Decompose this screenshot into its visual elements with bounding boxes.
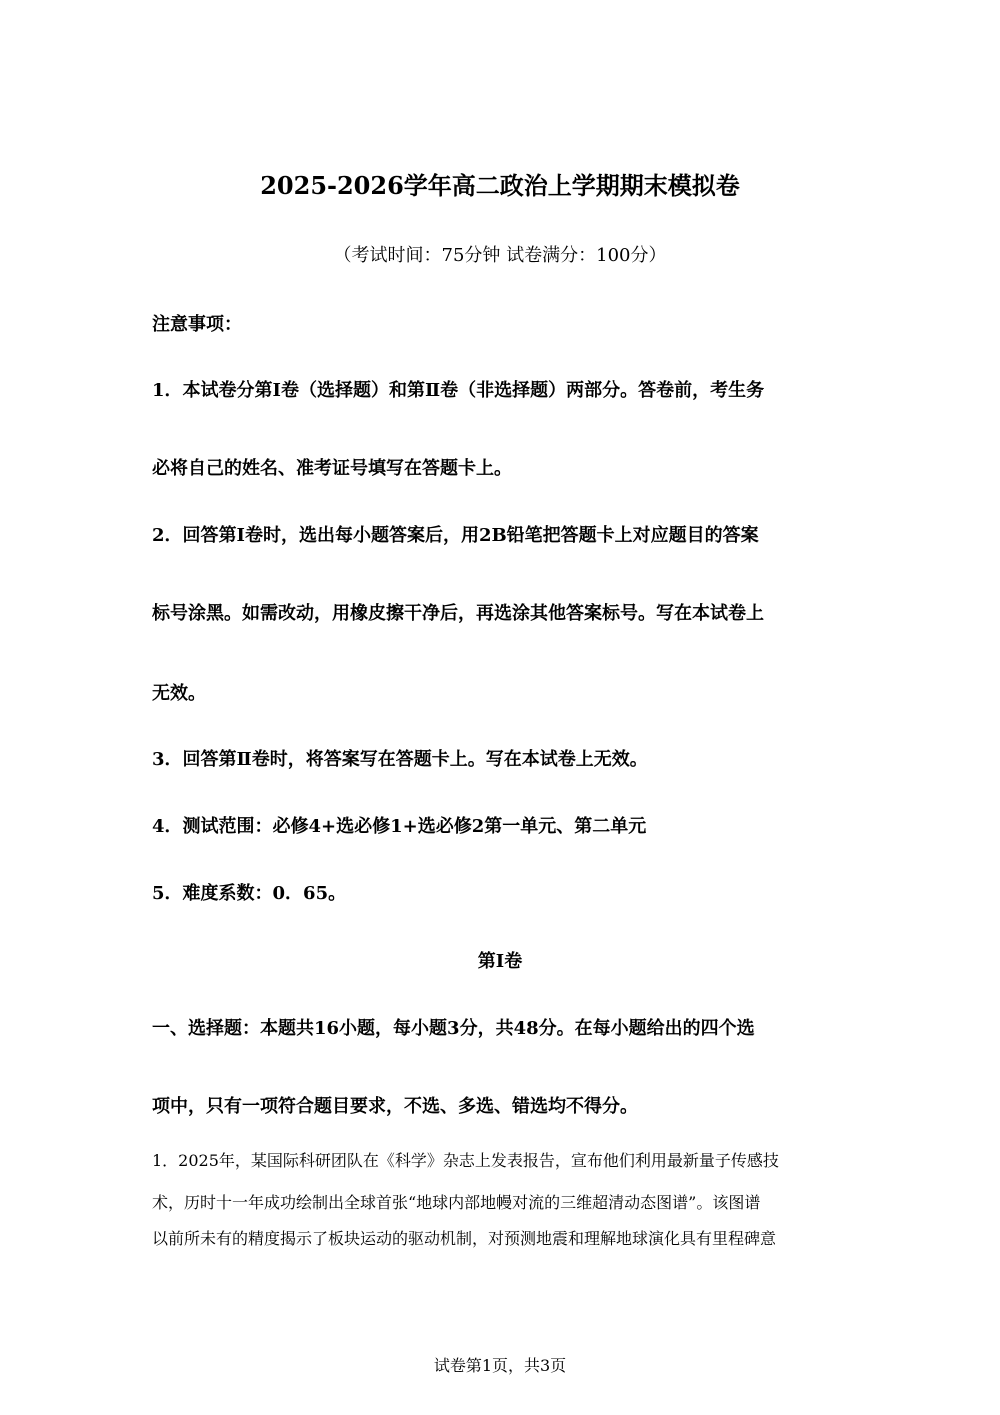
section-title: 第Ⅰ卷 bbox=[477, 951, 523, 972]
notice-line: 5．难度系数：0．65。 bbox=[152, 883, 347, 904]
question-line: 1．2025年，某国际科研团队在《科学》杂志上发表报告，宣布他们利用最新量子传感技 bbox=[152, 1151, 779, 1170]
notice-line: 无效。 bbox=[152, 683, 206, 704]
notice-line: 标号涂黑。如需改动，用橡皮擦干净后，再选涂其他答案标号。写在本试卷上 bbox=[152, 603, 764, 624]
page-footer: 试卷第1页，共3页 bbox=[433, 1356, 567, 1375]
notice-heading: 注意事项： bbox=[152, 314, 242, 335]
notice-line: 2．回答第Ⅰ卷时，选出每小题答案后，用2B铅笔把答题卡上对应题目的答案 bbox=[152, 525, 759, 546]
notice-line: 必将自己的姓名、准考证号填写在答题卡上。 bbox=[152, 458, 512, 479]
part-instruction-line: 一、选择题：本题共16小题，每小题3分，共48分。在每小题给出的四个选 bbox=[152, 1018, 755, 1039]
exam-subtitle: （考试时间：75分钟 试卷满分：100分） bbox=[333, 245, 667, 266]
notice-line: 1．本试卷分第Ⅰ卷（选择题）和第Ⅱ卷（非选择题）两部分。答卷前，考生务 bbox=[152, 380, 765, 401]
notice-line: 4．测试范围：必修4+选必修1+选必修2第一单元、第二单元 bbox=[152, 816, 647, 837]
exam-title: 2025-2026学年高二政治上学期期末模拟卷 bbox=[260, 171, 740, 200]
question-line: 术，历时十一年成功绘制出全球首张“地球内部地幔对流的三维超清动态图谱”。该图谱 bbox=[152, 1193, 761, 1212]
notice-line: 3．回答第Ⅱ卷时，将答案写在答题卡上。写在本试卷上无效。 bbox=[152, 749, 648, 770]
part-instruction-line: 项中，只有一项符合题目要求，不选、多选、错选均不得分。 bbox=[152, 1096, 638, 1117]
question-line: 以前所未有的精度揭示了板块运动的驱动机制，对预测地震和理解地球演化具有里程碑意 bbox=[152, 1229, 777, 1248]
